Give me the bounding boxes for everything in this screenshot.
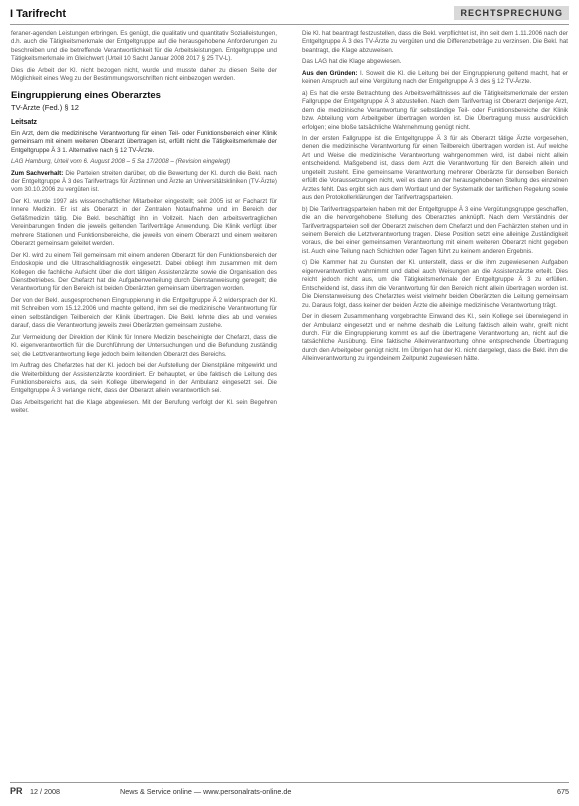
intro-paragraph: feraner-agenden Leistungen erbringen. Es genügt, die qualitativ und quantitativ Sozialleistungen, d.h. auch die Tätigkeitsmerkmale der Entgeltgruppe auf die herausgehobene Anforderungen zu beschreiben und die betreffende Verantwortlichkeit für die Arbeitsleistungen. Entgeltgruppe und Tätigkeitsmerkmale im Gleichwert (Urteil 10 Sacht Januar 2008 2017 § 25 TV-L). xyxy=(11,30,277,63)
category-badge: RECHTSPRECHUNG xyxy=(454,6,569,20)
gruende-heading: Aus den Gründen: xyxy=(302,69,358,77)
body-paragraph: Der in diesem Zusammenhang vorgebrachte Einwand des Kl., sein Kollege sei überwiegend in der Ambulanz eingesetzt und er nehme deshalb die Leitung faktisch allein wahr, greift nicht durch. Für die Eingruppierung kommt es auf die übertragene Verantwortung an, nicht auf die tatsächliche Ausübung. Eine faktische Alleinverantwortung ohne entsprechende Übertragung durch den Arbeitgeber genügt nicht. Im Übrigen hat der Kl. nicht dargelegt, dass die Bekl. ihm die Alleinverantwortung zu irgendeinem Zeitpunkt zugewiesen hätte. xyxy=(302,313,568,363)
left-column xyxy=(11,30,277,419)
sachverhalt-text: Die Parteien streiten darüber, ob die Bewertung der Kl. durch die Bekl. nach der Entgeltgruppe Ä 3 des Tarifvertrags für Ärztinnen und Ärzte an Universitätskliniken (TV-Ärzte) vom 30.10.2006 zu vergüten ist. xyxy=(11,169,277,194)
section-label: I Tarifrecht xyxy=(10,8,67,20)
article-title: Eingruppierung eines Oberarztes xyxy=(11,89,161,101)
magazine-logo: PR xyxy=(10,786,23,796)
sachverhalt-heading: Zum Sachverhalt: xyxy=(11,169,64,177)
body-paragraph: Das Arbeitsgericht hat die Klage abgewiesen. Mit der Berufung verfolgt der Kl. sein Begehren weiter. xyxy=(11,398,277,415)
body-paragraph: Im Auftrag des Chefarztes hat der Kl. jedoch bei der Aufstellung der Dienstpläne mitgewirkt und die Weiterbildung der Assistenzärzte koordiniert. Er behauptet, er übe faktisch die Leitung des Funktionsbereichs aus, da sein Kollege überwiegend in der Ambulanz eingesetzt sei. Die Entgeltgruppe Ä 3 verlange nicht, dass der Oberarzt allein verantwortlich sei. xyxy=(11,362,277,395)
body-paragraph: Der Kl. wird zu einem Teil gemeinsam mit einem anderen Oberarzt für den Funktionsbereich der Endoskopie und die Ultraschalldiagnostik eingesetzt. Dabei obliegt ihm zusammen mit dem Kollegen die fachliche Aufsicht über die dort tätigen Assistenzärzte sowie die Organisation des Dienstbetriebes. Der Chefarzt hat die Aufgabenverteilung durch Dienstanweisung geregelt; die Verantwortung für den Bereich ist beiden Oberärzten gemeinsam übertragen worden. xyxy=(11,251,277,293)
footer-divider xyxy=(10,782,569,783)
body-paragraph: In der ersten Fallgruppe ist die Entgeltgruppe Ä 3 für als Oberarzt tätige Ärzte vorgesehen, denen die medizinische Verantwortung für einen Teilbereich übertragen worden ist. Auf welche Art und Weise die medizinische Verantwortung wahrgenommen wird, ist dabei nicht allein entscheidend. Maßgebend ist, dass dem Arzt die Verantwortung für den Bereich allein und ungeteilt zusteht. Eine gemeinsame Verantwortung mehrerer Oberärzte für denselben Bereich erfüllt die Voraussetzungen nicht, weil es dann an der herausgehobenen Stellung des einzelnen Arztes fehlt. Das ergibt sich aus dem Wortlaut und der Systematik der tariflichen Regelung sowie aus den Protokollerklärungen der Tarifvertragsparteien. xyxy=(302,134,568,202)
leitsatz-text: Ein Arzt, dem die medizinische Verantwortung für einen Teil- oder Funktionsbereich einer Klinik gemeinsam mit einem weiteren Oberarzt übertragen ist, erfüllt nicht die Tätigkeitsmerkmale der Entgeltgruppe Ä 3 1. Alternative nach § 12 TV-Ärzte. xyxy=(11,129,277,154)
body-paragraph: c) Die Kammer hat zu Gunsten der Kl. unterstellt, dass er die ihm zugewiesenen Aufgaben eigenverantwortlich wahrnimmt und dabei auch Weisungen an die Assistenzärzte erteilt. Dies reicht jedoch nicht aus, um die Tätigkeitsmerkmale der Entgeltgruppe Ä 3 zu erfüllen. Entscheidend ist, dass ihm die Verantwortung für den Bereich nicht allein übertragen worden ist. Die Dienstanweisung des Chefarztes weist vielmehr beiden Oberärzten die Leitung gemeinsam zu. Daraus folgt, dass keiner der beiden Ärzte die alleinige medizinische Verantwortung trägt. xyxy=(302,259,568,309)
body-paragraph: a) Es hat die erste Betrachtung des Arbeitsverhältnisses auf die Tätigkeitsmerkmale der ersten Fallgruppe der Entgeltgruppe Ä 3 abzustellen. Nach dem Tarifvertrag ist Oberarzt derjenige Arzt, dem die medizinische Verantwortung für selbständige Teil- oder Funktionsbereiche der Klinik bzw. Abteilung vom Arbeitgeber übertragen worden ist. Die Übertragung muss ausdrücklich erfolgen; eine bloße tatsächliche Wahrnehmung genügt nicht. xyxy=(302,89,568,131)
sachverhalt-paragraph xyxy=(11,170,277,195)
gruende-text: I. Soweit die Kl. die Leitung bei der Eingruppierung geltend macht, hat er keinen Anspruch auf eine Vergütung nach der Entgeltgruppe Ä 3 des § 12 TV-Ärzte. xyxy=(302,69,568,86)
body-paragraph: Der von der Bekl. ausgesprochenen Eingruppierung in die Entgeltgruppe Ä 2 widersprach der Kl. mit Schreiben vom 15.12.2006 und machte geltend, ihm sei die medizinische Verantwortung für einen selbständigen Teilbereich der Klinik übertragen. Die Bekl. lehnte dies ab und verwies darauf, dass die Verantwortung jeweils zwei Oberärzten gemeinsam zustehe. xyxy=(11,296,277,330)
intro-paragraph: Die Kl. hat beantragt festzustellen, dass die Bekl. verpflichtet ist, ihn seit dem 1.11.2006 nach der Entgeltgruppe Ä 3 des TV-Ärzte zu vergüten und die Differenzbeträge zu verzinsen. Die Bekl. hat beantragt, die Klage abzuweisen. xyxy=(302,30,568,54)
issue-number: 12 / 2008 xyxy=(30,787,60,796)
leitsatz-heading: Leitsatz xyxy=(11,118,38,126)
body-paragraph: Der Kl. wurde 1997 als wissenschaftlicher Mitarbeiter eingestellt; seit 2005 ist er Facharzt für Innere Medizin. Er ist als Oberarzt in der Zentralen Notaufnahme und im Bereich der Gefäßmedizin tätig. Die Bekl. beschäftigt ihn in Vollzeit. Nach den arbeitsvertraglichen Vereinbarungen finden die jeweils geltenden Tarifverträge Anwendung. Die Klinik verfügt über mehrere Stationen und Funktionsbereiche, die jeweils von einem Oberarzt und einem weiteren Oberarzt gemeinsam geleitet werden. xyxy=(11,197,277,248)
article-subtitle: TV-Ärzte (Fed.) § 12 xyxy=(11,102,79,112)
gruende-paragraph xyxy=(302,70,568,87)
body-paragraph: Zur Vermeidung der Direktion der Klinik für Innere Medizin bescheinigte der Chefarzt, dass die Kl. eigenverantwortlich für die Durchführung der Untersuchungen und die Befundung zuständig sei; die Letztverantwortung liege jedoch beim leitenden Oberarzt des Bereichs. xyxy=(11,333,277,358)
page-number: 675 xyxy=(557,787,569,796)
body-paragraph: b) Die Tarifvertragsparteien haben mit der Entgeltgruppe Ä 3 eine Vergütungsgruppe geschaffen, die an die hervorgehobene Stellung des Oberarztes anknüpft. Nach dem Verständnis der Tarifvertragsparteien soll der Oberarzt zwischen dem Chefarzt und den Fachärzten stehen und in seinem Bereich die Letztverantwortung tragen. Diese Position setzt eine alleinige Zuständigkeit voraus, die bei einer gemeinsamen Verantwortung mit einem weiteren Oberarzt nicht gegeben ist. Auch eine Teilung nach Schichten oder Tagen führt zu keinem anderen Ergebnis. xyxy=(302,205,568,255)
right-column xyxy=(302,30,568,367)
header-divider xyxy=(10,24,569,25)
footer-website-link[interactable]: News & Service online — www.personalrats-online.de xyxy=(120,787,292,796)
intro-paragraph-2: Dies die Arbeit der Kl. nicht bezogen nicht, wurde und musste daher zu diesen Seite der Möglichkeit eines Weg zu der Bestimmungsvorschriften nicht einbezogen werden. xyxy=(11,66,277,83)
intro-paragraph-2: Das LAG hat die Klage abgewiesen. xyxy=(302,58,402,66)
case-citation: LAG Hamburg, Urteil vom 6. August 2008 – 5 Sa 17/2008 – (Revision eingelegt) xyxy=(11,158,231,166)
